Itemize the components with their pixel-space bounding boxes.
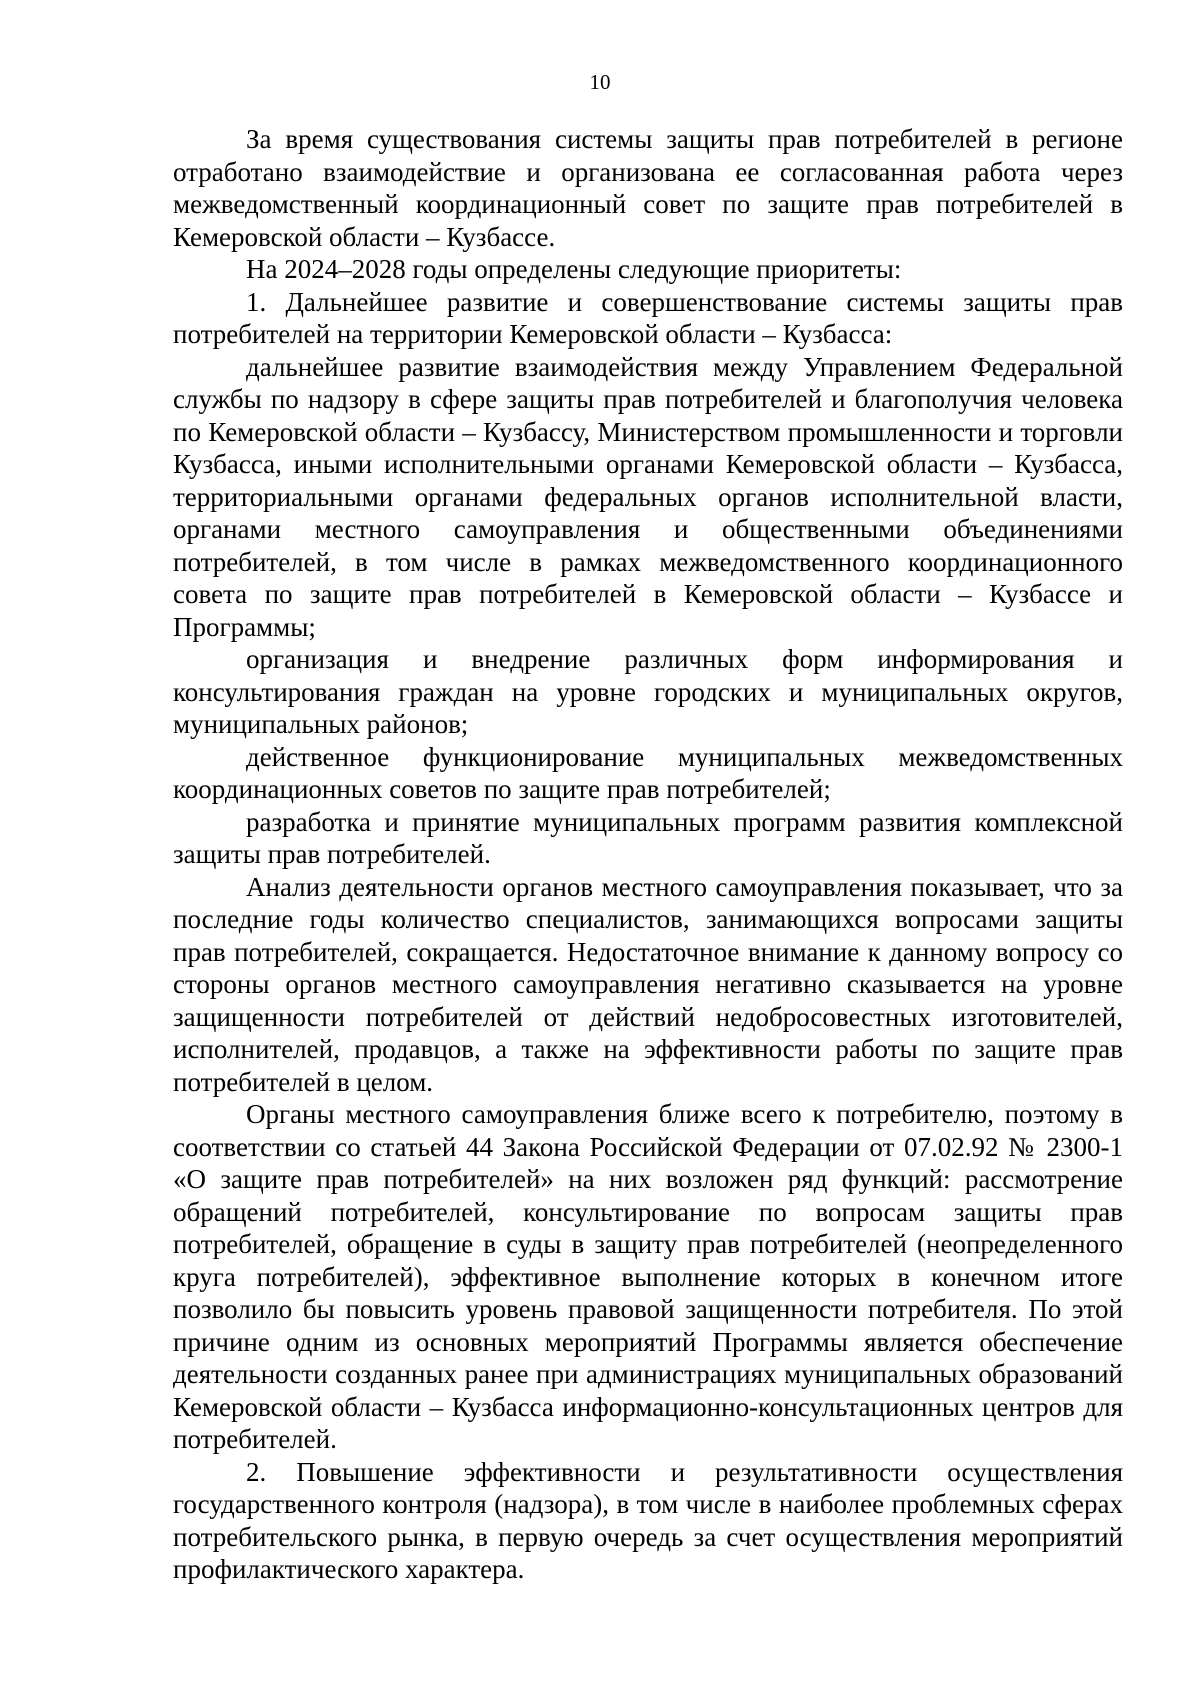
paragraph-local-government: Органы местного самоуправления ближе всего к потребителю, поэтому в соответствии со статьей 44 Закона Российской Федерации от 07.02.92 № 2300-1 «О защите прав потребителей» на них возложен ряд функций: рассмотрение обращений потребителей, консультирование по вопросам защиты прав потребителей, обращение в суды в защиту прав потребителей (неопределенного круга потребителей), эффективное выполнение которых в конечном итоге позволило бы повысить уровень правовой защищенности потребителя. По этой причине одним из основных мероприятий Программы является обеспечение деятельности созданных ранее при администрациях муниципальных образований Кемеровской области – Кузбасса информационно-консультационных центров для потребителей.	[173, 1099, 1123, 1454]
paragraph-system-history: За время существования системы защиты прав потребителей в регионе отработано взаимодействие и организована ее согласованная работа через межведомственный координационный совет по защите прав потребителей в Кемеровской области – Кузбассе.	[173, 124, 1123, 252]
list-item-councils: действенное функционирование муниципальных межведомственных координационных советов по защите прав потребителей;	[173, 741, 1123, 804]
list-item-informing: организация и внедрение различных форм информирования и консультирования граждан на уровне городских и муниципальных округов, муниципальных районов;	[173, 644, 1123, 739]
list-item-programs: разработка и принятие муниципальных программ развития комплексной защиты прав потребителей.	[173, 806, 1123, 869]
page-number: 10	[589, 70, 611, 94]
list-item-interaction: дальнейшее развитие взаимодействия между Управлением Федеральной службы по надзору в сфере защиты прав потребителей и благополучия человека по Кемеровской области – Кузбассу, Министерством промышленности и торговли Кузбасса, иными исполнительными органами Кемеровской области – Кузбасса, территориальными органами федеральных органов исполнительной власти, органами местного самоуправления и общественными объединениями потребителей, в том числе в рамках межведомственного координационного совета по защите прав потребителей в Кемеровской области – Кузбассе и Программы;	[173, 351, 1123, 642]
document-body	[173, 123, 1123, 1586]
paragraph-priority-2: 2. Повышение эффективности и результативности осуществления государственного контроля (надзора), в том числе в наиболее проблемных сферах потребительского рынка, в первую очередь за счет осуществления мероприятий профилактического характера.	[173, 1456, 1123, 1584]
paragraph-priorities-intro: На 2024–2028 годы определены следующие приоритеты:	[246, 254, 902, 284]
paragraph-analysis: Анализ деятельности органов местного самоуправления показывает, что за последние годы количество специалистов, занимающихся вопросами защиты прав потребителей, сокращается. Недостаточное внимание к данному вопросу со стороны органов местного самоуправления негативно сказывается на уровне защищенности потребителей от действий недобросовестных изготовителей, исполнителей, продавцов, а также на эффективности работы по защите прав потребителей в целом.	[173, 871, 1123, 1097]
paragraph-priority-1: 1. Дальнейшее развитие и совершенствование системы защиты прав потребителей на территории Кемеровской области – Кузбасса:	[173, 286, 1123, 349]
